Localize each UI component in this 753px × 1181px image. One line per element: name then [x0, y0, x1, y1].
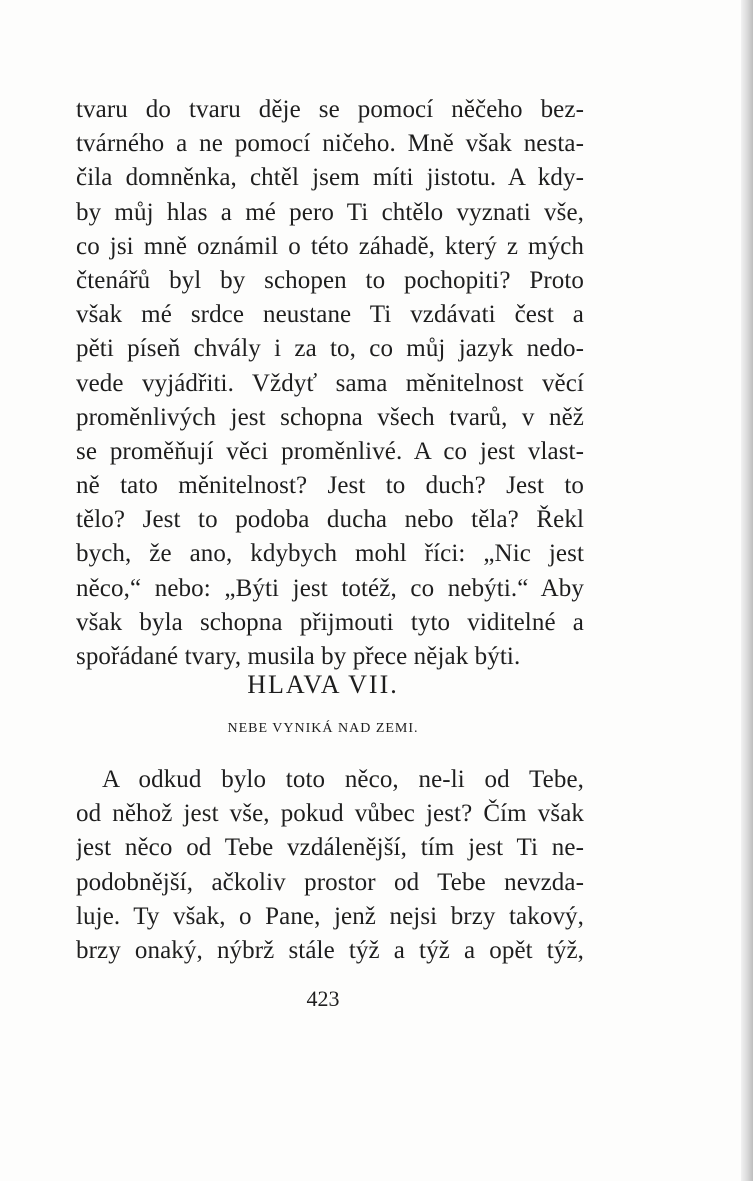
text-line: by můj hlas a mé pero Ti chtělo vyznati vše,	[76, 198, 584, 226]
text-line: od něhož jest vše, pokud vůbec jest? Čím však	[76, 800, 584, 828]
text-line: pěti píseň chvály i za to, co můj jazyk nedo-	[76, 335, 584, 363]
chapter-subtitle: NEBE VYNIKÁ NAD ZEMI.	[227, 721, 419, 736]
text-line: spořádané tvary, musila by přece nějak býti.	[76, 643, 521, 670]
text-line: čtenářů byl by schopen to pochopiti? Proto	[76, 266, 584, 294]
text-line: něco,“ nebo: „Býti jest totéž, co nebýti.“ Aby	[76, 574, 584, 602]
text-line: podobnější, ačkoliv prostor od Tebe nevzda-	[76, 868, 584, 896]
text-line: jest něco od Tebe vzdálenější, tím jest Ti ne-	[76, 834, 584, 862]
text-line: vede vyjádřiti. Vždyť sama měnitelnost věcí	[76, 369, 584, 397]
text-line: brzy onaký, nýbrž stále týž a týž a opět týž,	[76, 936, 584, 964]
text-line: tělo? Jest to podoba ducha nebo těla? Řekl	[76, 506, 584, 534]
page-edge-shadow	[741, 0, 753, 1181]
page-number: 423	[306, 986, 340, 1011]
chapter-title: HLAVA VII.	[247, 670, 399, 699]
text-line: co jsi mně oznámil o této záhadě, který z mých	[76, 232, 584, 260]
text-line: ně tato měnitelnost? Jest to duch? Jest to	[76, 472, 584, 500]
text-line: bych, že ano, kdybych mohl říci: „Nic jest	[76, 540, 584, 568]
text-line: čila domněnka, chtěl jsem míti jistotu. A kdy-	[76, 164, 584, 192]
text-line: však mé srdce neustane Ti vzdávati čest a	[76, 301, 584, 329]
paragraph-chapter-start	[76, 763, 584, 968]
paragraph-continued	[76, 93, 584, 674]
text-line: proměnlivých jest schopna všech tvarů, v něž	[76, 403, 584, 431]
text-line: však byla schopna přijmouti tyto viditelné a	[76, 608, 584, 636]
text-line: tvaru do tvaru děje se pomocí něčeho bez-	[76, 96, 584, 123]
text-line: A odkud bylo toto něco, ne-li od Tebe,	[102, 766, 584, 793]
text-line: tvárného a ne pomocí ničeho. Mně však nesta-	[76, 130, 584, 158]
text-line: se proměňují věci proměnlivé. A co jest vlast-	[76, 437, 584, 465]
text-line: luje. Ty však, o Pane, jenž nejsi brzy takový,	[76, 902, 584, 930]
